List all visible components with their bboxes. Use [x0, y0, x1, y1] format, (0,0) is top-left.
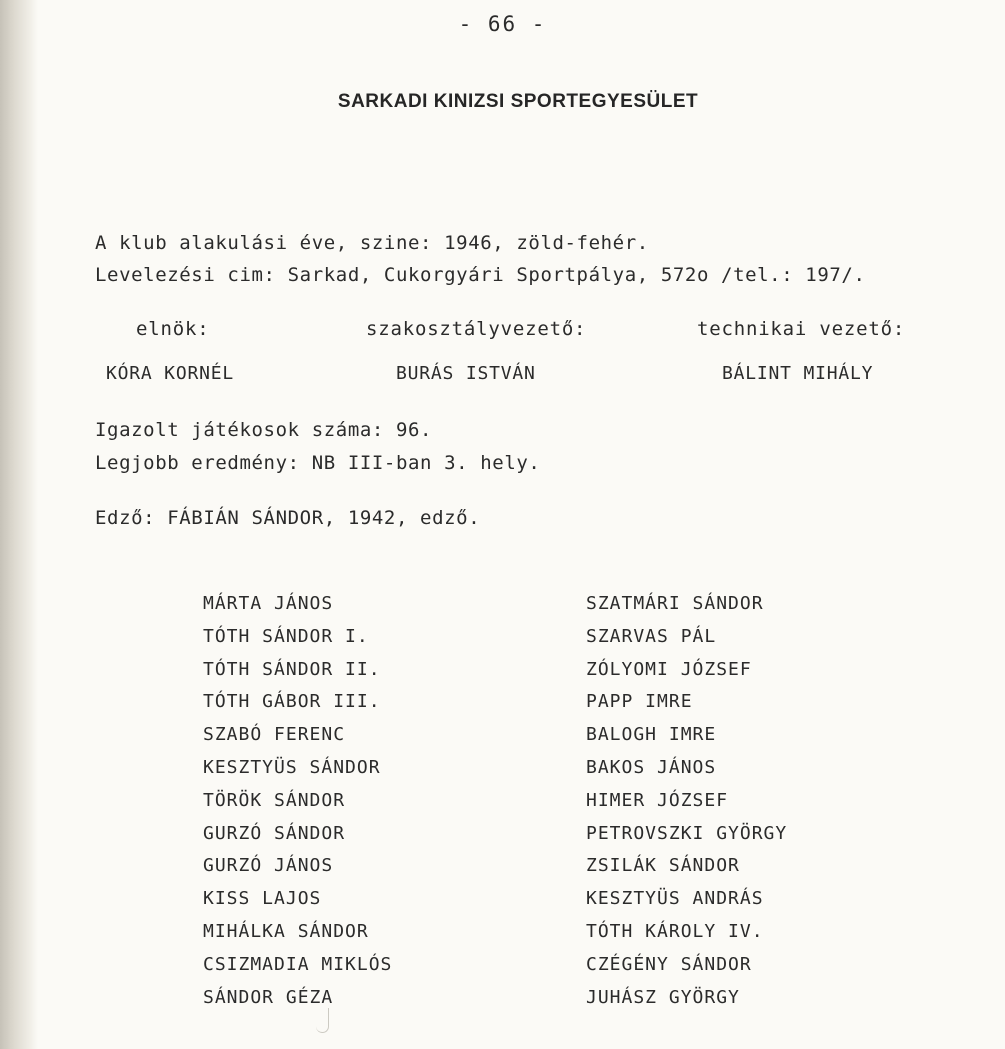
list-item: SZATMÁRI SÁNDOR — [586, 593, 764, 614]
page-binding-shadow — [0, 0, 38, 1049]
list-item: MIHÁLKA SÁNDOR — [203, 920, 369, 942]
list-item: KESZTYÜS SÁNDOR — [203, 756, 381, 778]
list-item: SZARVAS PÁL — [586, 625, 717, 647]
list-item: PETROVSZKI GYÖRGY — [586, 822, 788, 844]
officer-name-president: KÓRA KORNÉL — [106, 363, 235, 384]
officer-role-technical-head: technikai vezető: — [697, 318, 906, 340]
list-item: TÓTH SÁNDOR II. — [203, 658, 381, 680]
list-item: CZÉGÉNY SÁNDOR — [586, 953, 752, 975]
list-item: SÁNDOR GÉZA — [203, 986, 334, 1008]
officer-name-technical-head: BÁLINT MIHÁLY — [722, 363, 874, 384]
player-list-right — [586, 588, 787, 1014]
list-item: KISS LAJOS — [203, 888, 322, 910]
officer-role-section-head: szakosztályvezető: — [366, 318, 587, 340]
coach-line: Edző: FÁBIÁN SÁNDOR, 1942, edző. — [95, 507, 481, 529]
list-item: CSIZMADIA MIKLÓS — [203, 953, 393, 975]
list-item: GURZÓ JÁNOS — [203, 855, 334, 877]
list-item: PAPP IMRE — [586, 691, 693, 713]
list-item: BALOGH IMRE — [586, 724, 717, 746]
list-item: MÁRTA JÁNOS — [203, 593, 334, 614]
list-item: BAKOS JÁNOS — [586, 756, 717, 778]
list-item: JUHÁSZ GYÖRGY — [586, 986, 740, 1008]
players-count-line: Igazolt játékosok száma: 96. — [95, 419, 433, 441]
list-item: TÓTH KÁROLY IV. — [586, 920, 764, 942]
list-item: SZABÓ FERENC — [203, 724, 346, 746]
list-item: HIMER JÓZSEF — [586, 789, 729, 811]
list-item: ZÓLYOMI JÓZSEF — [586, 658, 752, 680]
pencil-mark — [316, 1008, 329, 1033]
list-item: TÓTH GÁBOR III. — [203, 691, 381, 713]
page-title: SARKADI KINIZSI SPORTEGYESÜLET — [337, 91, 699, 112]
best-result-line: Legjobb eredmény: NB III-ban 3. hely. — [95, 452, 541, 474]
list-item: TÖRÖK SÁNDOR — [203, 789, 346, 811]
officer-name-section-head: BURÁS ISTVÁN — [396, 363, 536, 384]
list-item: GURZÓ SÁNDOR — [203, 822, 346, 844]
officer-role-president: elnök: — [136, 318, 210, 340]
list-item: KESZTYÜS ANDRÁS — [586, 888, 764, 910]
list-item: TÓTH SÁNDOR I. — [203, 625, 369, 647]
founding-line: A klub alakulási éve, szine: 1946, zöld-fehér. — [95, 232, 649, 254]
address-line: Levelezési cim: Sarkad, Cukorgyári Sportpálya, 572o /tel.: 197/. — [95, 264, 866, 286]
list-item: ZSILÁK SÁNDOR — [586, 855, 740, 877]
player-list-left — [203, 588, 392, 1014]
page-number: - 66 - — [458, 12, 547, 36]
